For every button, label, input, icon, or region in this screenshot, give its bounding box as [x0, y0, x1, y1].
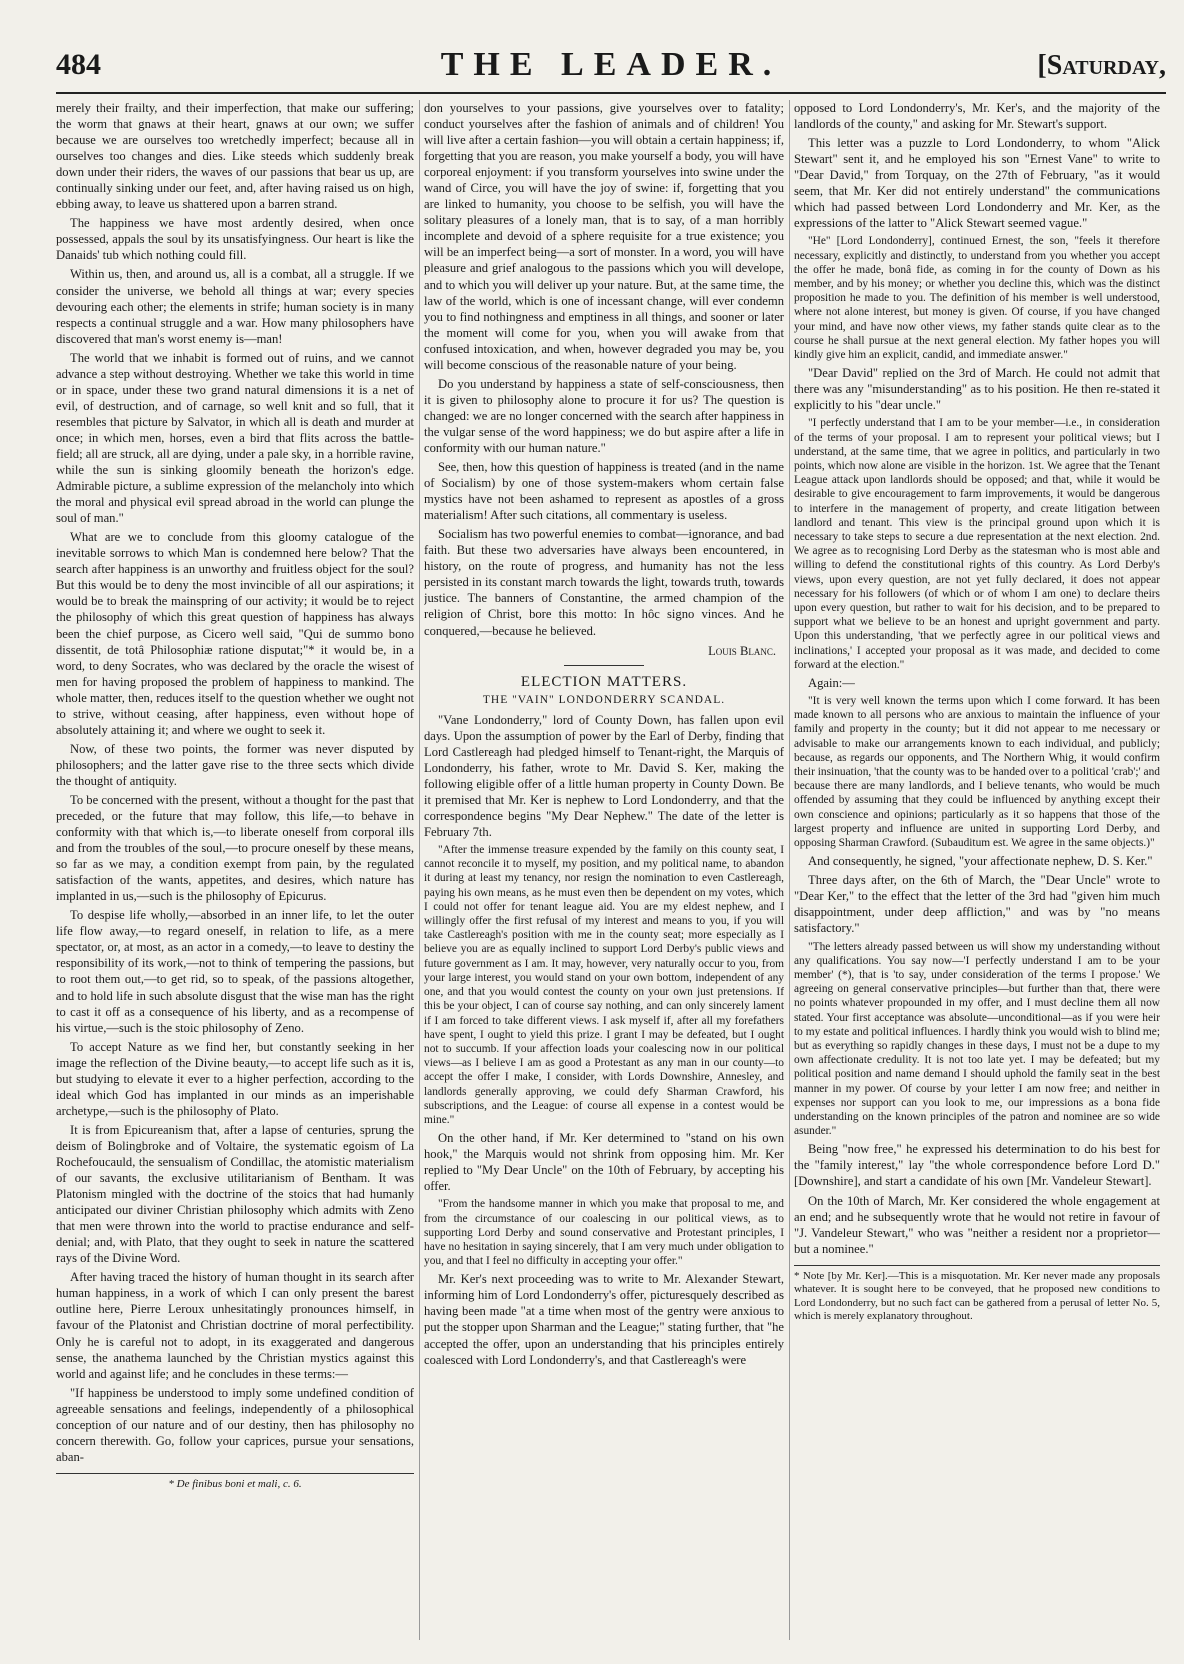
paragraph: opposed to Lord Londonderry's, Mr. Ker's, and the majority of the landlords of the county," and asking for Mr. Stewart's support.: [794, 101, 1160, 132]
paragraph: On the 10th of March, Mr. Ker considered the whole engagement at an end; and he subsequently wrote that he would not retire in favour of "J. Vandeleur Stewart," who was "neither a resident nor a proprietor—but a nominee.": [794, 1193, 1160, 1256]
masthead: THE LEADER.: [440, 46, 782, 83]
paragraph: What are we to conclude from this gloomy catalogue of the inevitable sorrows to which Man is condemned here below? That the search after happiness is an unworthy and fruitless object for the soul? But this would be to deny the most invincible of all our aspirations; it would be to break the mainspring of our activity; it would be to reject the philosophy of which this great question of happiness has always been the chief purpose, as Cicero well said, "Qui de summo bono dissentit, de totâ Philosophiæ ratione disputat;"* it would be, in a word, to deny Socrates, who was declared by the oracle the wisest of men for having proposed the problem of happiness to mankind. The whole matter, then, reduces itself to the question whether we ought not to strive, without ceasing, after happiness, even without hope of absolutely attaining it; and where we ought to seek it.: [56, 530, 414, 737]
paragraph: To despise life wholly,—absorbed in an inner life, to let the outer life flow away,—to regard oneself, in relation to life, as a mere spectator, or, at most, as an actor in a comedy,—to leave to destiny the responsibility of its work,—not to think of tempering the passions, but to root them out,—to get rid, so to speak, of the passions altogether, and to hold life in such absolute disgust that the wise man has the right to cast it off as a consequence of his liberty, and as a recompense of his virtue,—such is the stoic philosophy of Zeno.: [56, 908, 414, 1035]
paragraph: Now, of these two points, the former was never disputed by philosophers; and the latter gave rise to the three sects which divide the thought of antiquity.: [56, 741, 414, 788]
author-signature: Louis Blanc.: [708, 643, 776, 658]
paragraph: Mr. Ker's next proceeding was to write to Mr. Alexander Stewart, informing him of Lord Londonderry's offer, picturesquely described as having been made "at a time when most of the gentry were anxious to put the stopper upon Sharman and the League;" stating further, that "he accepted the offer, upon an understanding that his principles entirely coalesced with Lord Londonderry's, and that Castlereagh's were: [424, 1272, 784, 1367]
paragraph: The world that we inhabit is formed out of ruins, and we cannot advance a step without destroying. Whether we take this world in time or in space, under these two grand natural dimensions it is a net of evil, of destruction, and of carnage, so well knit and so full, that it resembles that picture by Salvator, in which all is death and murder at once; in which men, horses, even a bird that flits across the battle-field; all are struck, all are dying, under a pale sky, in a horrible ravine, while the sun is sinking gloomily beneath the horizon's edge. Admirable picture, a sublime expression of the melancholy into which the moral and physical evil spread abroad in the world can plunge the soul of man.": [56, 350, 414, 526]
paragraph: On the other hand, if Mr. Ker determined to "stand on his own hook," the Marquis would not shrink from opposing him. Mr. Ker replied to "My Dear Uncle" on the 10th of February, by accepting his offer.: [424, 1131, 784, 1194]
section-rule: [564, 665, 644, 666]
paragraph: don yourselves to your passions, give yourselves over to fatality; conduct yourselves after the fashion of animals and of children! You will live after a certain fashion—you will obtain a certain happiness; if, forgetting that you are reason, you make yourself a body, you will have corporeal enjoyment: if you transform yourselves into swine under the wand of Circe, you will have the joy of swine: if, forgetting that you are linked to humanity, you choose to be selfish, you will have the solitary pleasures of a lonely man, that is to say, of a man horribly incomplete and devoid of a sphere requisite for a true existence; you will be an imperfect being—a sort of monster. In a word, you will have pleasure and grief analogous to the passions which you will develope, and to which you will deliver up your nature. But, at the same time, the law of the world, which is one of incessant change, will ever condemn you to find nothingness and emptiness in all things, and sooner or later the moment will come for you, when you will awake from that confused intoxication, and when, however degraded you may be, you will become conscious of the reasonable nature of your being.: [424, 101, 784, 372]
paragraph: Again:—: [808, 676, 855, 690]
quoted-letter: "He" [Lord Londonderry], continued Ernest, the son, "feels it therefore necessary, explicitly and distinctly, to understand from you whether you accept the offer he made, bonâ fide, as coming in for the county of Down as his member, and by his money; or whether you decline this, which was the distinct proposition he made to you. The definition of his member is well understood, where not alone interest, but money is given. Of course, if you have changed your mind, and have now other views, my father stands quite clear as to the course he shall pursue at the next general election. My father hopes you will kindly give him an explicit, candid, and immediate answer.": [794, 235, 1160, 361]
footnote: * Note [by Mr. Ker].—This is a misquotation. Mr. Ker never made any proposals whatever. It is sought here to be conveyed, that he proposed new conditions to Lord Londonderry, but no such fact can be gathered from a perusal of letter No. 5, which is merely explanatory throughout.: [794, 1265, 1160, 1324]
section-heading: ELECTION MATTERS.: [520, 673, 688, 690]
column-3: [794, 100, 1160, 1640]
paragraph: To accept Nature as we find her, but constantly seeking in her image the reflection of the Divine beauty,—to accept life such as it is, but studying to elevate it ever to a higher perfection, according to the ideal which God has implanted in our minds as an imperishable archetype,—such is the philosophy of Plato.: [56, 1039, 414, 1118]
page-header: [56, 46, 1166, 86]
paragraph: "Dear David" replied on the 3rd of March. He could not admit that there was any "misunderstanding" as to his position. He then re-stated it explicitly to his "dear uncle.": [794, 366, 1160, 413]
day-label: [Saturday,: [1037, 50, 1166, 81]
paragraph: After having traced the history of human thought in its search after human happiness, in a work of which I can only present the barest outline here, Pierre Leroux unhesitatingly pronounces himself, in favour of the Platonist and Christian doctrine of moral perfectibility. Only he is careful not to adopt, in its exaggerated and dangerous sense, the anathema launched by the Christian mystics against this world and against life; and he concludes in these terms:—: [56, 1270, 414, 1381]
column-1: [56, 100, 414, 1640]
paragraph: And consequently, he signed, "your affectionate nephew, D. S. Ker.": [808, 854, 1153, 869]
quoted-letter: "I perfectly understand that I am to be your member—i.e., in consideration of the terms of your proposal. I am to represent your political views; but I understand, at the same time, that we agree in politics, and particularly in two points, which now alone are visible in the horizon. 1st. We agree that the Tenant League attack upon landlords should be opposed; and that, while it would be desirable to give encouragement to farm improvements, it would be dangerous to interfere in the management of property, and create litigation between landlord and tenant. This view is the principal ground upon which it is necessary to take steps to secure a due representation at the next election. 2nd. We agree as to recognising Lord Derby as the statesman who is most able and willing to defend the constitutional rights of this country. As Lord Derby's views, upon every question, are not yet fully declared, it does not appear necessary for his followers (of which or of whom I am one) to declare theirs upon every question, but rather to wait for his decision, and to be prepared to support what we believe to be an honest and upright government and party. Upon this understanding, 'that we perfectly agree in our political views and inclinations,' I accepted your proposal as it was made, and decided to come forward at the election.": [794, 417, 1160, 671]
paragraph: "If happiness be understood to imply some undefined condition of agreeable sensations and feelings, independently of a philosophical conception of our nature and of our destiny, then has philosophy no concern therewith. Go, follow your caprices, pursue your sensations, aban-: [56, 1385, 414, 1464]
paragraph: Socialism has two powerful enemies to combat—ignorance, and bad faith. But these two adversaries have always been encountered, in history, on the route of progress, and humanity has not the less persisted in its constant march towards the light, towards truth, towards justice. The banners of Constantine, the armed champion of the religion of Christ, bore this motto: In hôc signo vinces. And he conquered,—because he believed.: [424, 527, 784, 638]
paragraph: The happiness we have most ardently desired, when once possessed, appals the soul by its unsatisfyingness. Our heart is like the Danaids' tub which nothing could fill.: [56, 216, 414, 263]
quoted-letter: "From the handsome manner in which you make that proposal to me, and from the circumstance of our coalescing in our political views, as to supporting Lord Derby and sound conservative and Protestant principles, I have no hesitation in saying sincerely, that I am very much under obligation to you, and that I feel no difficulty in accepting your offer.": [424, 1198, 784, 1268]
quoted-letter: "After the immense treasure expended by the family on this county seat, I cannot reconcile it to myself, my position, and my political name, to abandon it during at least my tenancy, nor resign the nomination to even Castlereagh, paying his own means, as he must even then be dependent on my votes, which I could not offer for tenant league aid. You are my eldest nephew, and I willingly offer the first refusal of my interest and means to you, if you will take Castlereagh's position with me in the county seat; more especially as I believe you are as equally inclined to support Lord Derby's public views and future government as I am. It may, however, very naturally occur to you, from your large interest, you would stand on your own bottom, independent of any one, and that you would contest the county on your own just pretensions. If this be your object, I can of course say nothing, and can only sincerely lament if I am forced to take different views. I ask myself if, after all my forefathers have spent, I ought to yield this prize. I grant I may be defeated, but I ought not to succumb. If your affection loads your coalescing now in our political views—as I believe I am as good a Protestant as any man in our county—to accept the offer I make, I consider, with Lords Downshire, Annesley, and landlords generally approving, we could defy Sharman Crawford, his subscriptions, and the League: of course all expense in a contest would be mine.": [424, 844, 784, 1126]
paragraph: See, then, how this question of happiness is treated (and in the name of Socialism) by one of those system-makers whom certain false mystics have not been ashamed to represent as apostles of a gross materialism! After such citations, all commentary is useless.: [424, 460, 784, 523]
header-rule: [56, 92, 1166, 94]
section-subheading: THE "VAIN" LONDONDERRY SCANDAL.: [482, 693, 726, 706]
paragraph: This letter was a puzzle to Lord Londonderry, to whom "Alick Stewart" sent it, and he employed his son "Ernest Vane" to write to "Dear David," from Torquay, on the 27th of February, "as it would seem, that Mr. Ker did not entirely understand" the communications which had passed between Lord Londonderry and Mr. Ker, as the expressions of the latter to "Alick Stewart seemed vague.": [794, 136, 1160, 231]
quoted-letter: "The letters already passed between us will show my understanding without any qualifications. You say now—'I perfectly understand I am to be your member' (*), that is 'to say, under consideration of the terms I propose.' We agreeing on general conservative principles—but further than that, there were no points whatever propounded in my offer, and I must decline them all now stated. Your first acceptance was absolute—unconditional—as if you were heir to my estate and political influences. I hardly think you would wish to blind me; but as everything so rapidly changes in these days, I must not be a dupe to my own affectionate credulity. It is not too late yet. I may be defeated; but my political position and name demand I should uphold the family seat in the best manner in my power. Of course by your letter I am now free; and neither in expenses nor support can you look to me, our impressions as a bona fide understanding on the known principles of the patron and nominee are so wide asunder.": [794, 940, 1160, 1138]
paragraph: merely their frailty, and their imperfection, that make our suffering; the worm that gnaws at their heart, gnaws at our own; we suffer because we are ourselves too wretchedly imperfect; because all in ourselves too changes and dies. Like steeds which suddenly break down under their riders, the waves of our passions that bear us up, are continually sinking under our feet, and, after having raised us on high, ebbing away, to leave us shattered upon a barren strand.: [56, 101, 414, 212]
paragraph: Being "now free," he expressed his determination to do his best for the "family interest," lay "the whole correspondence before Lord D." [Downshire], and start a candidate of his own [Mr. Vandeleur Stewart].: [794, 1142, 1160, 1189]
page-number: 484: [56, 48, 101, 81]
paragraph: To be concerned with the present, without a thought for the past that preceded, or the future that may follow, this life,—to behave in conformity with that which is,—to liberate oneself from corporal ills and from the troubles of the soul,—to procure oneself by these means, so far as we may, a condition exempt from pain, by the regulated satisfaction of the wants, appetites, and desires, which nature has implanted in us,—such is the philosophy of Epicurus.: [56, 792, 414, 904]
column-divider: [789, 100, 790, 1640]
paragraph: It is from Epicureanism that, after a lapse of centuries, sprung the deism of Bolingbroke and of Voltaire, the systematic egoism of La Rochefoucauld, the sensualism of Condillac, the atomistic materialism of our savants, the exclusive utilitarianism of Bentham. It was Platonism mingled with the doctrine of the stoics that had humanly anticipated our diviner Christian philosophy which admits with Zeno that men were thrown into the world to practise endurance and self-denial; and, with Plato, that they ought to seek in nature the scattered rays of the Divine Word.: [56, 1122, 414, 1266]
column-2: [424, 100, 784, 1640]
column-divider: [419, 100, 420, 1640]
paragraph: Three days after, on the 6th of March, the "Dear Uncle" wrote to "Dear Ker," to the effect that the letter of the 3rd had "given him much disappointment, under deep affliction," and was by "no means satisfactory.": [794, 873, 1160, 936]
footnote: * De finibus boni et mali, c. 6.: [56, 1473, 414, 1492]
paragraph: "Vane Londonderry," lord of County Down, has fallen upon evil days. Upon the assumption of power by the Earl of Derby, finding that Lord Castlereagh had pledged himself to Tenant-right, the Marquis of Londonderry, his father, wrote to Mr. David S. Ker, making the following eligible offer of a little human property in County Down. Be it premised that Mr. Ker is nephew to Lord Londonderry, and that the correspondence begins "My Dear Nephew." The date of the letter is February 7th.: [424, 712, 784, 840]
paragraph: Within us, then, and around us, all is a combat, all a struggle. If we consider the universe, we behold all things at war; every species devouring each other; the elements in strife; human society is in many respects a continual struggle and a war. How many philosophers have discovered that man's worst enemy is—man!: [56, 267, 414, 346]
quoted-letter: "It is very well known the terms upon which I come forward. It has been made known to all persons who are anxious to maintain the influence of your family and property in the county; but it did not appear to me necessary or advisable to make our arrangements known to each individual, and publicly; because, as regards our opponents, and The Northern Whig, it would confirm their insinuation, 'that the county was to be handed over to a political 'crab';' and because there are many landlords, and I believe tenants, who would be much offended by assuming that they could be influenced by anything except their own conscience and opinions; particularly as it so happens that those of the largest property and influence are united in supporting Lord Derby, and opposing Sharman Crawford. (Subauditum est. We agree in the same objects.)": [794, 695, 1160, 850]
paragraph: Do you understand by happiness a state of self-consciousness, then it is given to philosophy alone to procure it for us? The question is changed: we are no longer concerned with the search after happiness in the vulgar sense of the word happiness; we do but aspire after a life in conformity with our human nature.": [424, 376, 784, 455]
